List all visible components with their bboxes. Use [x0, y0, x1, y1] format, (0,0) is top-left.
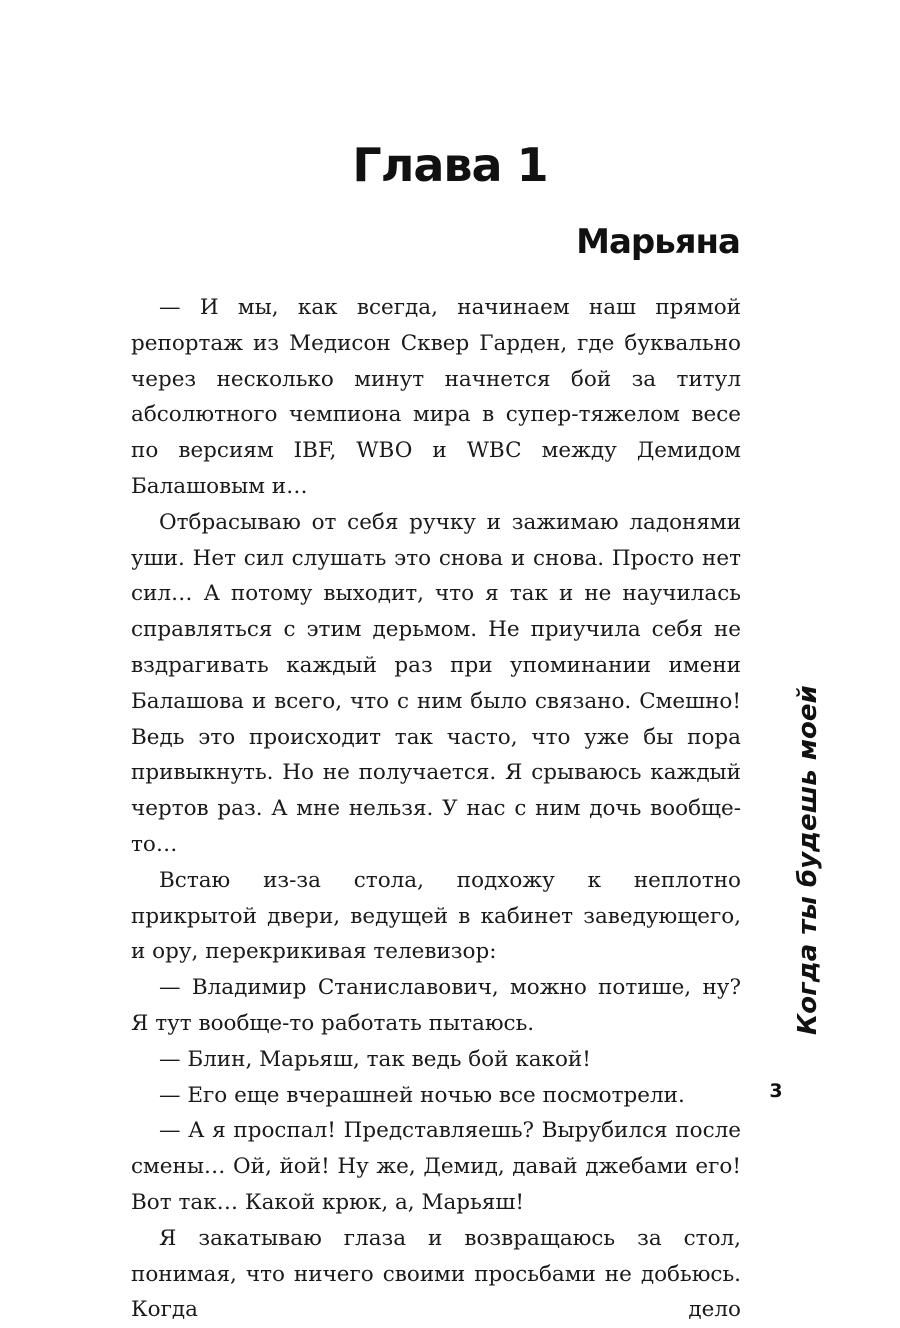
- chapter-subtitle: Марьяна: [576, 222, 740, 262]
- running-book-title: Когда ты будешь моей: [793, 685, 823, 1035]
- paragraph: — И мы, как всегда, начинаем наш прямой репортаж из Медисон Сквер Гарден, где буквально через несколько минут начнется бой за титул абсолютного чемпиона мира в супер-тяжелом весе по версиям IBF, WBO и WBC между Демидом Балашовым и…: [131, 295, 741, 499]
- body-text: [131, 290, 741, 1328]
- page-number: 3: [769, 1080, 783, 1102]
- paragraph: Встаю из-за стола, подхожу к неплотно прикрытой двери, ведущей в кабинет заведующего, и ору, перекрикивая телевизор:: [131, 867, 741, 965]
- paragraph: — Владимир Станиславович, можно потише, ну? Я тут вообще-то работать пытаюсь.: [131, 975, 741, 1036]
- paragraph: — А я проспал! Представляешь? Вырубился после смены… Ой, йой! Ну же, Демид, давай джебами его! Вот так… Какой крюк, а, Марьяш!: [131, 1118, 741, 1215]
- paragraph: — Его еще вчерашней ночью все посмотрели.: [159, 1082, 685, 1108]
- paragraph: Я закатываю глаза и возвращаюсь за стол, понимая, что ничего своими просьбами не добьюсь. Когда дело: [131, 1225, 741, 1323]
- paragraph: Отбрасываю от себя ручку и зажимаю ладонями уши. Нет сил слушать это снова и снова. Просто нет сил… А потому выходит, что я так и не научилась справляться с этим дерьмом. Не приучила себя не вздрагивать каждый раз при упоминании имени Балашова и всего, что с ним было связано. Смешно! Ведь это происходит так часто, что уже бы пора привыкнуть. Но не получается. Я срываюсь каждый чертов раз. А мне нельзя. У нас с ним дочь вообще-то…: [131, 509, 741, 857]
- paragraph: — Блин, Марьяш, так ведь бой какой!: [159, 1046, 591, 1072]
- chapter-title: Глава 1: [352, 138, 548, 192]
